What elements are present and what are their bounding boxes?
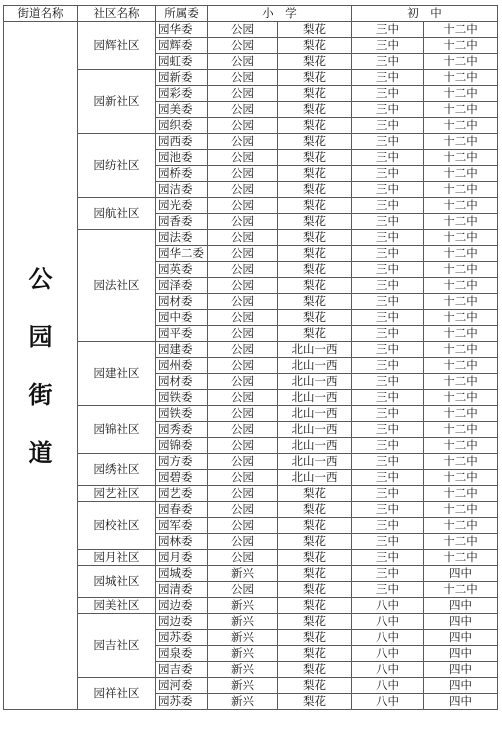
middle-school-cell[interactable]: 八中	[352, 598, 424, 614]
primary-school-cell[interactable]: 梨花	[278, 182, 352, 198]
primary-district-cell[interactable]: 新兴	[208, 630, 278, 646]
high-school-cell[interactable]: 十二中	[424, 118, 498, 134]
primary-school-cell[interactable]: 梨花	[278, 102, 352, 118]
high-school-cell[interactable]: 十二中	[424, 38, 498, 54]
community-cell[interactable]: 园新社区	[78, 70, 156, 134]
committee-cell[interactable]: 园泽委	[156, 278, 208, 294]
middle-school-cell[interactable]: 三中	[352, 470, 424, 486]
middle-school-cell[interactable]: 三中	[352, 246, 424, 262]
community-cell[interactable]: 园城社区	[78, 566, 156, 598]
high-school-cell[interactable]: 十二中	[424, 166, 498, 182]
community-cell[interactable]: 园锦社区	[78, 406, 156, 454]
primary-district-cell[interactable]: 公园	[208, 262, 278, 278]
table-row	[4, 598, 498, 614]
high-school-cell[interactable]: 十二中	[424, 358, 498, 374]
high-school-cell[interactable]: 十二中	[424, 230, 498, 246]
committee-cell[interactable]: 园林委	[156, 534, 208, 550]
header-primary-school[interactable]: 小 学	[208, 6, 352, 22]
high-school-cell[interactable]: 十二中	[424, 326, 498, 342]
middle-school-cell[interactable]: 三中	[352, 550, 424, 566]
community-cell[interactable]: 园艺社区	[78, 486, 156, 502]
middle-school-cell[interactable]: 三中	[352, 278, 424, 294]
committee-cell[interactable]: 园清委	[156, 582, 208, 598]
primary-district-cell[interactable]: 公园	[208, 230, 278, 246]
table-row	[4, 70, 498, 86]
primary-school-cell[interactable]: 梨花	[278, 662, 352, 678]
middle-school-cell[interactable]: 八中	[352, 694, 424, 710]
high-school-cell[interactable]: 十二中	[424, 582, 498, 598]
middle-school-cell[interactable]: 三中	[352, 214, 424, 230]
primary-district-cell[interactable]: 公园	[208, 38, 278, 54]
middle-school-cell[interactable]: 三中	[352, 438, 424, 454]
primary-district-cell[interactable]: 新兴	[208, 694, 278, 710]
primary-school-cell[interactable]: 北山一西	[278, 422, 352, 438]
primary-school-cell[interactable]: 梨花	[278, 646, 352, 662]
primary-district-cell[interactable]: 公园	[208, 54, 278, 70]
middle-school-cell[interactable]: 八中	[352, 614, 424, 630]
high-school-cell[interactable]: 四中	[424, 662, 498, 678]
table-row	[4, 342, 498, 358]
header-street[interactable]: 街道名称	[4, 6, 78, 22]
committee-cell[interactable]: 园英委	[156, 262, 208, 278]
primary-district-cell[interactable]: 公园	[208, 470, 278, 486]
middle-school-cell[interactable]: 三中	[352, 118, 424, 134]
high-school-cell[interactable]: 四中	[424, 646, 498, 662]
committee-cell[interactable]: 园洁委	[156, 182, 208, 198]
middle-school-cell[interactable]: 三中	[352, 166, 424, 182]
committee-cell[interactable]: 园中委	[156, 310, 208, 326]
committee-cell[interactable]: 园秀委	[156, 422, 208, 438]
committee-cell[interactable]: 园苏委	[156, 694, 208, 710]
middle-school-cell[interactable]: 三中	[352, 566, 424, 582]
primary-district-cell[interactable]: 公园	[208, 486, 278, 502]
primary-district-cell[interactable]: 公园	[208, 246, 278, 262]
table-row	[4, 550, 498, 566]
primary-district-cell[interactable]: 公园	[208, 550, 278, 566]
high-school-cell[interactable]: 十二中	[424, 294, 498, 310]
committee-cell[interactable]: 园州委	[156, 358, 208, 374]
middle-school-cell[interactable]: 八中	[352, 678, 424, 694]
committee-cell[interactable]: 园虹委	[156, 54, 208, 70]
header-row	[4, 6, 498, 22]
committee-cell[interactable]: 园艺委	[156, 486, 208, 502]
committee-cell[interactable]: 园城委	[156, 566, 208, 582]
committee-cell[interactable]: 园美委	[156, 102, 208, 118]
primary-district-cell[interactable]: 新兴	[208, 614, 278, 630]
primary-district-cell[interactable]: 公园	[208, 582, 278, 598]
primary-district-cell[interactable]: 公园	[208, 422, 278, 438]
middle-school-cell[interactable]: 三中	[352, 422, 424, 438]
committee-cell[interactable]: 园铁委	[156, 406, 208, 422]
table-row	[4, 134, 498, 150]
middle-school-cell[interactable]: 三中	[352, 310, 424, 326]
high-school-cell[interactable]: 十二中	[424, 70, 498, 86]
primary-school-cell[interactable]: 北山一西	[278, 358, 352, 374]
primary-school-cell[interactable]: 梨花	[278, 598, 352, 614]
high-school-cell[interactable]: 十二中	[424, 86, 498, 102]
high-school-cell[interactable]: 四中	[424, 694, 498, 710]
primary-district-cell[interactable]: 公园	[208, 310, 278, 326]
middle-school-cell[interactable]: 三中	[352, 390, 424, 406]
middle-school-cell[interactable]: 三中	[352, 38, 424, 54]
primary-school-cell[interactable]: 梨花	[278, 166, 352, 182]
community-cell[interactable]: 园吉社区	[78, 614, 156, 678]
primary-school-cell[interactable]: 梨花	[278, 278, 352, 294]
committee-cell[interactable]: 园建委	[156, 342, 208, 358]
high-school-cell[interactable]: 十二中	[424, 486, 498, 502]
high-school-cell[interactable]: 十二中	[424, 518, 498, 534]
primary-district-cell[interactable]: 公园	[208, 342, 278, 358]
primary-school-cell[interactable]: 梨花	[278, 534, 352, 550]
committee-cell[interactable]: 园材委	[156, 294, 208, 310]
high-school-cell[interactable]: 十二中	[424, 470, 498, 486]
committee-cell[interactable]: 园平委	[156, 326, 208, 342]
committee-cell[interactable]: 园边委	[156, 598, 208, 614]
primary-school-cell[interactable]: 北山一西	[278, 342, 352, 358]
table-row	[4, 678, 498, 694]
primary-district-cell[interactable]: 公园	[208, 390, 278, 406]
middle-school-cell[interactable]: 三中	[352, 486, 424, 502]
primary-district-cell[interactable]: 新兴	[208, 662, 278, 678]
high-school-cell[interactable]: 十二中	[424, 214, 498, 230]
table-row	[4, 566, 498, 582]
primary-school-cell[interactable]: 梨花	[278, 134, 352, 150]
primary-school-cell[interactable]: 北山一西	[278, 470, 352, 486]
primary-district-cell[interactable]: 公园	[208, 438, 278, 454]
street-name-char: 公	[28, 263, 53, 293]
middle-school-cell[interactable]: 三中	[352, 198, 424, 214]
primary-district-cell[interactable]: 公园	[208, 374, 278, 390]
committee-cell[interactable]: 园新委	[156, 70, 208, 86]
primary-district-cell[interactable]: 公园	[208, 502, 278, 518]
middle-school-cell[interactable]: 三中	[352, 54, 424, 70]
high-school-cell[interactable]: 四中	[424, 566, 498, 582]
table-header	[4, 6, 498, 22]
community-cell[interactable]: 园校社区	[78, 502, 156, 550]
primary-district-cell[interactable]: 公园	[208, 150, 278, 166]
primary-school-cell[interactable]: 梨花	[278, 486, 352, 502]
primary-district-cell[interactable]: 公园	[208, 534, 278, 550]
high-school-cell[interactable]: 十二中	[424, 406, 498, 422]
table-row	[4, 614, 498, 630]
street-name-cell[interactable]	[4, 22, 78, 710]
primary-district-cell[interactable]: 公园	[208, 22, 278, 38]
header-middle-school[interactable]: 初 中	[352, 6, 498, 22]
committee-cell[interactable]: 园西委	[156, 134, 208, 150]
primary-district-cell[interactable]: 新兴	[208, 598, 278, 614]
committee-cell[interactable]: 园方委	[156, 454, 208, 470]
committee-cell[interactable]: 园华委	[156, 22, 208, 38]
middle-school-cell[interactable]: 八中	[352, 630, 424, 646]
primary-district-cell[interactable]: 新兴	[208, 678, 278, 694]
primary-district-cell[interactable]: 新兴	[208, 646, 278, 662]
middle-school-cell[interactable]: 八中	[352, 646, 424, 662]
street-name-char: 道	[28, 437, 53, 467]
primary-school-cell[interactable]: 梨花	[278, 614, 352, 630]
committee-cell[interactable]: 园月委	[156, 550, 208, 566]
high-school-cell[interactable]: 十二中	[424, 374, 498, 390]
primary-school-cell[interactable]: 梨花	[278, 86, 352, 102]
middle-school-cell[interactable]: 三中	[352, 102, 424, 118]
primary-district-cell[interactable]: 公园	[208, 214, 278, 230]
community-cell[interactable]: 园月社区	[78, 550, 156, 566]
middle-school-cell[interactable]: 三中	[352, 230, 424, 246]
community-cell[interactable]: 园纺社区	[78, 134, 156, 198]
school-district-table	[3, 5, 498, 710]
middle-school-cell[interactable]: 三中	[352, 502, 424, 518]
primary-district-cell[interactable]: 公园	[208, 134, 278, 150]
primary-school-cell[interactable]: 北山一西	[278, 390, 352, 406]
high-school-cell[interactable]: 十二中	[424, 246, 498, 262]
middle-school-cell[interactable]: 三中	[352, 582, 424, 598]
primary-district-cell[interactable]: 公园	[208, 70, 278, 86]
primary-district-cell[interactable]: 公园	[208, 118, 278, 134]
primary-school-cell[interactable]: 梨花	[278, 550, 352, 566]
primary-school-cell[interactable]: 梨花	[278, 118, 352, 134]
primary-school-cell[interactable]: 梨花	[278, 54, 352, 70]
primary-district-cell[interactable]: 公园	[208, 278, 278, 294]
high-school-cell[interactable]: 十二中	[424, 134, 498, 150]
middle-school-cell[interactable]: 三中	[352, 534, 424, 550]
street-name-char: 园	[28, 321, 53, 351]
primary-school-cell[interactable]: 梨花	[278, 582, 352, 598]
primary-school-cell[interactable]: 北山一西	[278, 406, 352, 422]
high-school-cell[interactable]: 十二中	[424, 182, 498, 198]
committee-cell[interactable]: 园彩委	[156, 86, 208, 102]
high-school-cell[interactable]: 十二中	[424, 310, 498, 326]
middle-school-cell[interactable]: 三中	[352, 86, 424, 102]
committee-cell[interactable]: 园织委	[156, 118, 208, 134]
committee-cell[interactable]: 园边委	[156, 614, 208, 630]
primary-school-cell[interactable]: 梨花	[278, 22, 352, 38]
table-row	[4, 486, 498, 502]
primary-school-cell[interactable]: 梨花	[278, 326, 352, 342]
table-row	[4, 230, 498, 246]
committee-cell[interactable]: 园春委	[156, 502, 208, 518]
primary-district-cell[interactable]: 新兴	[208, 566, 278, 582]
middle-school-cell[interactable]: 三中	[352, 454, 424, 470]
header-community[interactable]: 社区名称	[78, 6, 156, 22]
high-school-cell[interactable]: 十二中	[424, 438, 498, 454]
committee-cell[interactable]: 园池委	[156, 150, 208, 166]
community-cell[interactable]: 园建社区	[78, 342, 156, 406]
middle-school-cell[interactable]: 三中	[352, 182, 424, 198]
table-row	[4, 22, 498, 38]
primary-district-cell[interactable]: 公园	[208, 518, 278, 534]
primary-school-cell[interactable]: 梨花	[278, 150, 352, 166]
table-row	[4, 502, 498, 518]
high-school-cell[interactable]: 十二中	[424, 534, 498, 550]
high-school-cell[interactable]: 四中	[424, 598, 498, 614]
committee-cell[interactable]: 园香委	[156, 214, 208, 230]
primary-school-cell[interactable]: 梨花	[278, 518, 352, 534]
primary-school-cell[interactable]: 梨花	[278, 198, 352, 214]
high-school-cell[interactable]: 十二中	[424, 278, 498, 294]
high-school-cell[interactable]: 四中	[424, 678, 498, 694]
committee-cell[interactable]: 园桥委	[156, 166, 208, 182]
middle-school-cell[interactable]: 三中	[352, 22, 424, 38]
middle-school-cell[interactable]: 三中	[352, 262, 424, 278]
primary-school-cell[interactable]: 梨花	[278, 694, 352, 710]
primary-school-cell[interactable]: 北山一西	[278, 438, 352, 454]
middle-school-cell[interactable]: 三中	[352, 150, 424, 166]
primary-district-cell[interactable]: 公园	[208, 454, 278, 470]
committee-cell[interactable]: 园苏委	[156, 630, 208, 646]
community-cell[interactable]: 园航社区	[78, 198, 156, 230]
primary-district-cell[interactable]: 公园	[208, 198, 278, 214]
primary-school-cell[interactable]: 梨花	[278, 678, 352, 694]
middle-school-cell[interactable]: 三中	[352, 374, 424, 390]
primary-school-cell[interactable]: 梨花	[278, 262, 352, 278]
primary-school-cell[interactable]: 梨花	[278, 230, 352, 246]
community-cell[interactable]: 园辉社区	[78, 22, 156, 70]
high-school-cell[interactable]: 四中	[424, 630, 498, 646]
primary-school-cell[interactable]: 梨花	[278, 310, 352, 326]
middle-school-cell[interactable]: 三中	[352, 134, 424, 150]
community-cell[interactable]: 园美社区	[78, 598, 156, 614]
table-body	[4, 22, 498, 710]
primary-school-cell[interactable]: 梨花	[278, 38, 352, 54]
committee-cell[interactable]: 园材委	[156, 374, 208, 390]
table-row	[4, 454, 498, 470]
middle-school-cell[interactable]: 八中	[352, 662, 424, 678]
primary-school-cell[interactable]: 梨花	[278, 502, 352, 518]
committee-cell[interactable]: 园华二委	[156, 246, 208, 262]
committee-cell[interactable]: 园碧委	[156, 470, 208, 486]
committee-cell[interactable]: 园铁委	[156, 390, 208, 406]
committee-cell[interactable]: 园泉委	[156, 646, 208, 662]
community-cell[interactable]: 园法社区	[78, 230, 156, 342]
middle-school-cell[interactable]: 三中	[352, 294, 424, 310]
primary-school-cell[interactable]: 梨花	[278, 246, 352, 262]
high-school-cell[interactable]: 十二中	[424, 54, 498, 70]
primary-school-cell[interactable]: 梨花	[278, 70, 352, 86]
primary-school-cell[interactable]: 梨花	[278, 214, 352, 230]
community-cell[interactable]: 园祥社区	[78, 678, 156, 710]
high-school-cell[interactable]: 十二中	[424, 342, 498, 358]
middle-school-cell[interactable]: 三中	[352, 518, 424, 534]
primary-district-cell[interactable]: 公园	[208, 406, 278, 422]
header-committee[interactable]: 所属委	[156, 6, 208, 22]
community-cell[interactable]: 园绣社区	[78, 454, 156, 486]
primary-district-cell[interactable]: 公园	[208, 86, 278, 102]
primary-district-cell[interactable]: 公园	[208, 166, 278, 182]
primary-district-cell[interactable]: 公园	[208, 182, 278, 198]
high-school-cell[interactable]: 十二中	[424, 390, 498, 406]
high-school-cell[interactable]: 十二中	[424, 550, 498, 566]
middle-school-cell[interactable]: 三中	[352, 326, 424, 342]
high-school-cell[interactable]: 十二中	[424, 150, 498, 166]
primary-district-cell[interactable]: 公园	[208, 326, 278, 342]
committee-cell[interactable]: 园光委	[156, 198, 208, 214]
committee-cell[interactable]: 园河委	[156, 678, 208, 694]
high-school-cell[interactable]: 十二中	[424, 502, 498, 518]
primary-school-cell[interactable]: 梨花	[278, 630, 352, 646]
committee-cell[interactable]: 园吉委	[156, 662, 208, 678]
table-row	[4, 406, 498, 422]
primary-school-cell[interactable]: 北山一西	[278, 454, 352, 470]
middle-school-cell[interactable]: 三中	[352, 358, 424, 374]
high-school-cell[interactable]: 十二中	[424, 102, 498, 118]
primary-district-cell[interactable]: 公园	[208, 294, 278, 310]
table-row	[4, 198, 498, 214]
high-school-cell[interactable]: 十二中	[424, 198, 498, 214]
middle-school-cell[interactable]: 三中	[352, 406, 424, 422]
committee-cell[interactable]: 园锦委	[156, 438, 208, 454]
primary-school-cell[interactable]: 梨花	[278, 294, 352, 310]
high-school-cell[interactable]: 十二中	[424, 454, 498, 470]
high-school-cell[interactable]: 十二中	[424, 262, 498, 278]
middle-school-cell[interactable]: 三中	[352, 70, 424, 86]
committee-cell[interactable]: 园军委	[156, 518, 208, 534]
high-school-cell[interactable]: 四中	[424, 614, 498, 630]
primary-school-cell[interactable]: 梨花	[278, 566, 352, 582]
committee-cell[interactable]: 园法委	[156, 230, 208, 246]
middle-school-cell[interactable]: 三中	[352, 342, 424, 358]
primary-school-cell[interactable]: 北山一西	[278, 374, 352, 390]
street-name-char: 街	[28, 379, 53, 409]
primary-district-cell[interactable]: 公园	[208, 102, 278, 118]
primary-district-cell[interactable]: 公园	[208, 358, 278, 374]
high-school-cell[interactable]: 十二中	[424, 22, 498, 38]
committee-cell[interactable]: 园辉委	[156, 38, 208, 54]
high-school-cell[interactable]: 十二中	[424, 422, 498, 438]
